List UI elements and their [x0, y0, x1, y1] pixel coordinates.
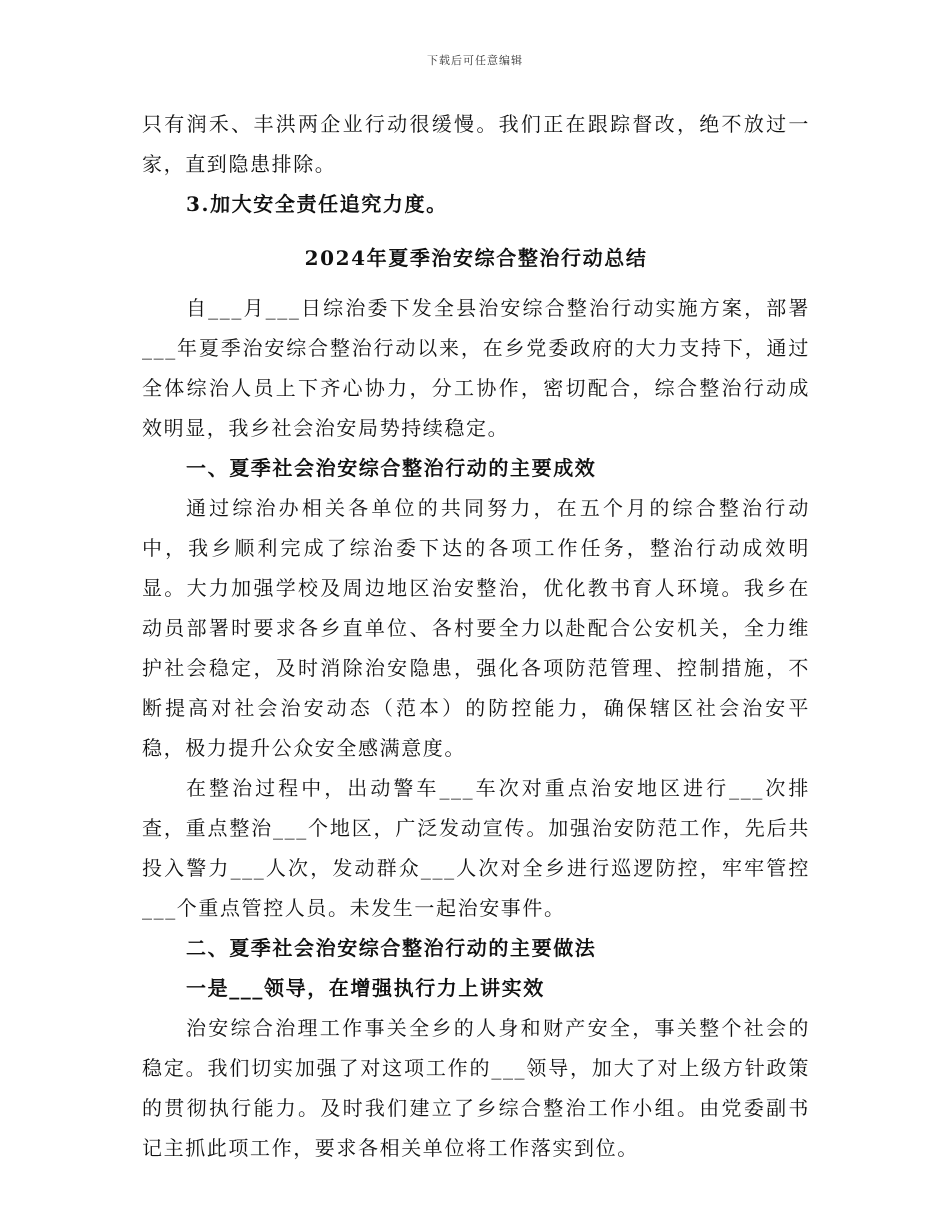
- section1-heading: 一、夏季社会治安综合整治行动的主要成效: [186, 456, 597, 480]
- subsection1-heading: 一是___领导，在增强执行力上讲实效: [186, 976, 545, 1000]
- section1-paragraph1: 通过综治办相关各单位的共同努力，在五个月的综合整治行动中，我乡顺利完成了综治委下达的各项工作任务，整治行动成效明显。大力加强学校及周边地区治安整治，优化教书育人环境。我乡在动员部署时要求各乡直单位、各村要全力以赴配合公安机关，全力维护社会稳定，及时消除治安隐患，强化各项防范管理、控制措施，不断提高对社会治安动态（范本）的防控能力，确保辖区社会治安平稳，极力提升公众安全感满意度。: [142, 496, 810, 760]
- page-header: 下载后可任意编辑: [427, 54, 523, 67]
- document-body: [142, 104, 810, 1168]
- document-title: 2024年夏季治安综合整治行动总结: [304, 246, 648, 270]
- intro-paragraph: 自___月___日综治委下发全县治安综合整治行动实施方案，部署___年夏季治安综合整治行动以来，在乡党委政府的大力支持下，通过全体综治人员上下齐心协力，分工协作，密切配合，综合整治行动成效明显，我乡社会治安局势持续稳定。: [142, 296, 810, 440]
- subsection1-paragraph: 治安综合治理工作事关全乡的人身和财产安全，事关整个社会的稳定。我们切实加强了对这项工作的___领导，加大了对上级方针政策的贯彻执行能力。及时我们建立了乡综合整治工作小组。由党委副书记主抓此项工作，要求各相关单位将工作落实到位。: [142, 1016, 810, 1160]
- carryover-heading: 3.加大安全责任追究力度。: [186, 192, 448, 216]
- carryover-paragraph: 只有润禾、丰洪两企业行动很缓慢。我们正在跟踪督改，绝不放过一家，直到隐患排除。: [142, 112, 810, 176]
- section1-paragraph2: 在整治过程中，出动警车___车次对重点治安地区进行___次排查，重点整治___个地区，广泛发动宣传。加强治安防范工作，先后共投入警力___人次，发动群众___人次对全乡进行巡逻防控，牢牢管控___个重点管控人员。未发生一起治安事件。: [142, 776, 810, 920]
- section2-heading: 二、夏季社会治安综合整治行动的主要做法: [186, 936, 597, 960]
